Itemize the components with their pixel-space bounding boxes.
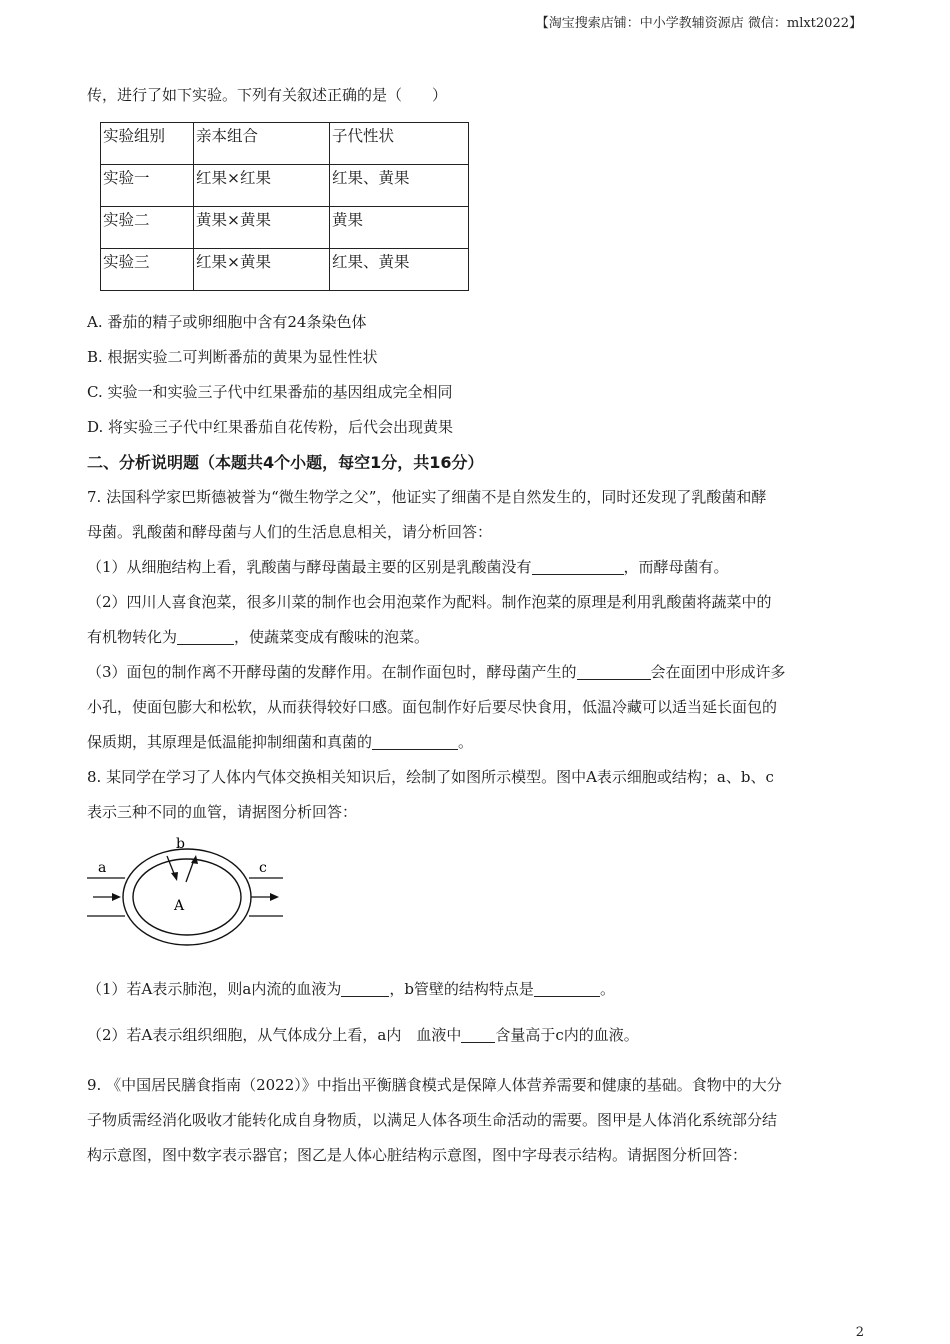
text-segment: ，而酵母菌有。	[623, 558, 729, 576]
text-segment: 。	[599, 980, 615, 998]
table-cell: 实验二	[101, 207, 194, 249]
q8-stem-line1: 8. 某同学在学习了人体内气体交换相关知识后，绘制了如图所示模型。图中A表示细胞或结构；a、b、c	[87, 768, 774, 786]
text-segment: 有机物转化为	[87, 628, 178, 646]
q9-stem-line2: 子物质需经消化吸收才能转化成自身物质，以满足人体各项生命活动的需要。图甲是人体消化系统部分结	[87, 1111, 778, 1129]
section-title: 二、分析说明题（本题共4个小题，每空1分，共16分）	[87, 453, 484, 472]
table-cell: 红果、黄果	[330, 165, 469, 207]
table-cell: 红果、黄果	[330, 249, 469, 291]
text-segment: （3）面包的制作离不开酵母菌的发酵作用。在制作面包时，酵母菌产生的	[87, 663, 577, 681]
q7-part3-line3	[87, 725, 862, 760]
answer-blank[interactable]	[372, 731, 458, 750]
text-segment: 会在面团中形成许多	[650, 663, 786, 681]
table-header-row	[101, 123, 469, 165]
answer-blank[interactable]	[577, 661, 651, 680]
option-c: C. 实验一和实验三子代中红果番茄的基因组成完全相同	[87, 383, 453, 401]
q8-part2	[87, 1012, 862, 1058]
structure-a-boundary	[133, 859, 241, 935]
table-row	[101, 249, 469, 291]
text-segment: （2）若A表示组织细胞，从气体成分上看，a内 血液中	[87, 1026, 462, 1044]
label-b: b	[176, 836, 185, 852]
text-segment: （1）从细胞结构上看，乳酸菌与酵母菌最主要的区别是乳酸菌没有	[87, 558, 532, 576]
q7-part3-line1	[87, 655, 862, 690]
answer-blank[interactable]	[177, 626, 234, 645]
q7-stem-line1: 7. 法国科学家巴斯德被誉为“微生物学之父”，他证实了细菌不是自然发生的，同时还发现了乳酸菌和酵	[87, 488, 767, 506]
label-structure-a: A	[174, 898, 185, 914]
text-segment: 保质期，其原理是低温能抑制细菌和真菌的	[87, 733, 373, 751]
table-cell: 黄果	[330, 207, 469, 249]
answer-blank[interactable]	[341, 978, 389, 997]
q8-stem-line2: 表示三种不同的血管，请据图分析回答：	[87, 803, 358, 821]
q9-stem-line1: 9. 《中国居民膳食指南（2022）》中指出平衡膳食模式是保障人体营养需要和健康的基础。食物中的大分	[87, 1076, 782, 1094]
gas-exchange-diagram	[87, 834, 862, 952]
experiment-table	[100, 122, 469, 291]
text-segment: 含量高于c内的血液。	[495, 1026, 639, 1044]
table-header-cell: 实验组别	[101, 123, 194, 165]
page-number: 2	[855, 1325, 864, 1340]
table-row	[101, 165, 469, 207]
text-segment: 。	[458, 733, 474, 751]
table-cell: 红果×黄果	[194, 249, 330, 291]
option-b: B. 根据实验二可判断番茄的黄果为显性性状	[87, 348, 378, 366]
gas-exchange-svg	[87, 834, 287, 952]
table-cell: 黄果×黄果	[194, 207, 330, 249]
table-cell: 实验三	[101, 249, 194, 291]
table-row	[101, 207, 469, 249]
text-segment: （1）若A表示肺泡，则a内流的血液为	[87, 980, 342, 998]
label-c: c	[259, 860, 267, 876]
q7-part2-line1: （2）四川人喜食泡菜，很多川菜的制作也会用泡菜作为配料。制作泡菜的原理是利用乳酸菌将蔬菜中的	[87, 593, 772, 611]
answer-blank[interactable]	[532, 556, 624, 575]
table-header-cell: 亲本组合	[194, 123, 330, 165]
q9-stem-line3: 构示意图，图中数字表示器官；图乙是人体心脏结构示意图，图中字母表示结构。请据图分析回答：	[87, 1146, 748, 1164]
page-header: 【淘宝搜索店铺：中小学教辅资源店 微信：mlxt2022】	[535, 16, 862, 31]
table-cell: 实验一	[101, 165, 194, 207]
q7-part2-line2	[87, 620, 862, 655]
label-a: a	[98, 860, 107, 876]
answer-blank[interactable]	[461, 1024, 495, 1043]
page-content	[87, 78, 862, 1173]
flow-arrowhead-a	[112, 893, 121, 901]
question-intro: 传，进行了如下实验。下列有关叙述正确的是（ ）	[87, 86, 448, 104]
text-segment: ，使蔬菜变成有酸味的泡菜。	[234, 628, 430, 646]
table-cell: 红果×红果	[194, 165, 330, 207]
text-segment: ，b管壁的结构特点是	[389, 980, 534, 998]
q8-part1	[87, 966, 862, 1012]
answer-blank[interactable]	[534, 978, 600, 997]
option-d: D. 将实验三子代中红果番茄自花传粉，后代会出现黄果	[87, 418, 454, 436]
option-a: A. 番茄的精子或卵细胞中含有24条染色体	[87, 313, 367, 331]
table-header-cell: 子代性状	[330, 123, 469, 165]
q7-part3-line2: 小孔，使面包膨大和松软，从而获得较好口感。面包制作好后要尽快食用，低温冷藏可以适当延长面包的	[87, 698, 778, 716]
q7-stem-line2: 母菌。乳酸菌和酵母菌与人们的生活息息相关，请分析回答：	[87, 523, 493, 541]
q7-part1	[87, 550, 862, 585]
flow-arrowhead-c	[270, 893, 279, 901]
